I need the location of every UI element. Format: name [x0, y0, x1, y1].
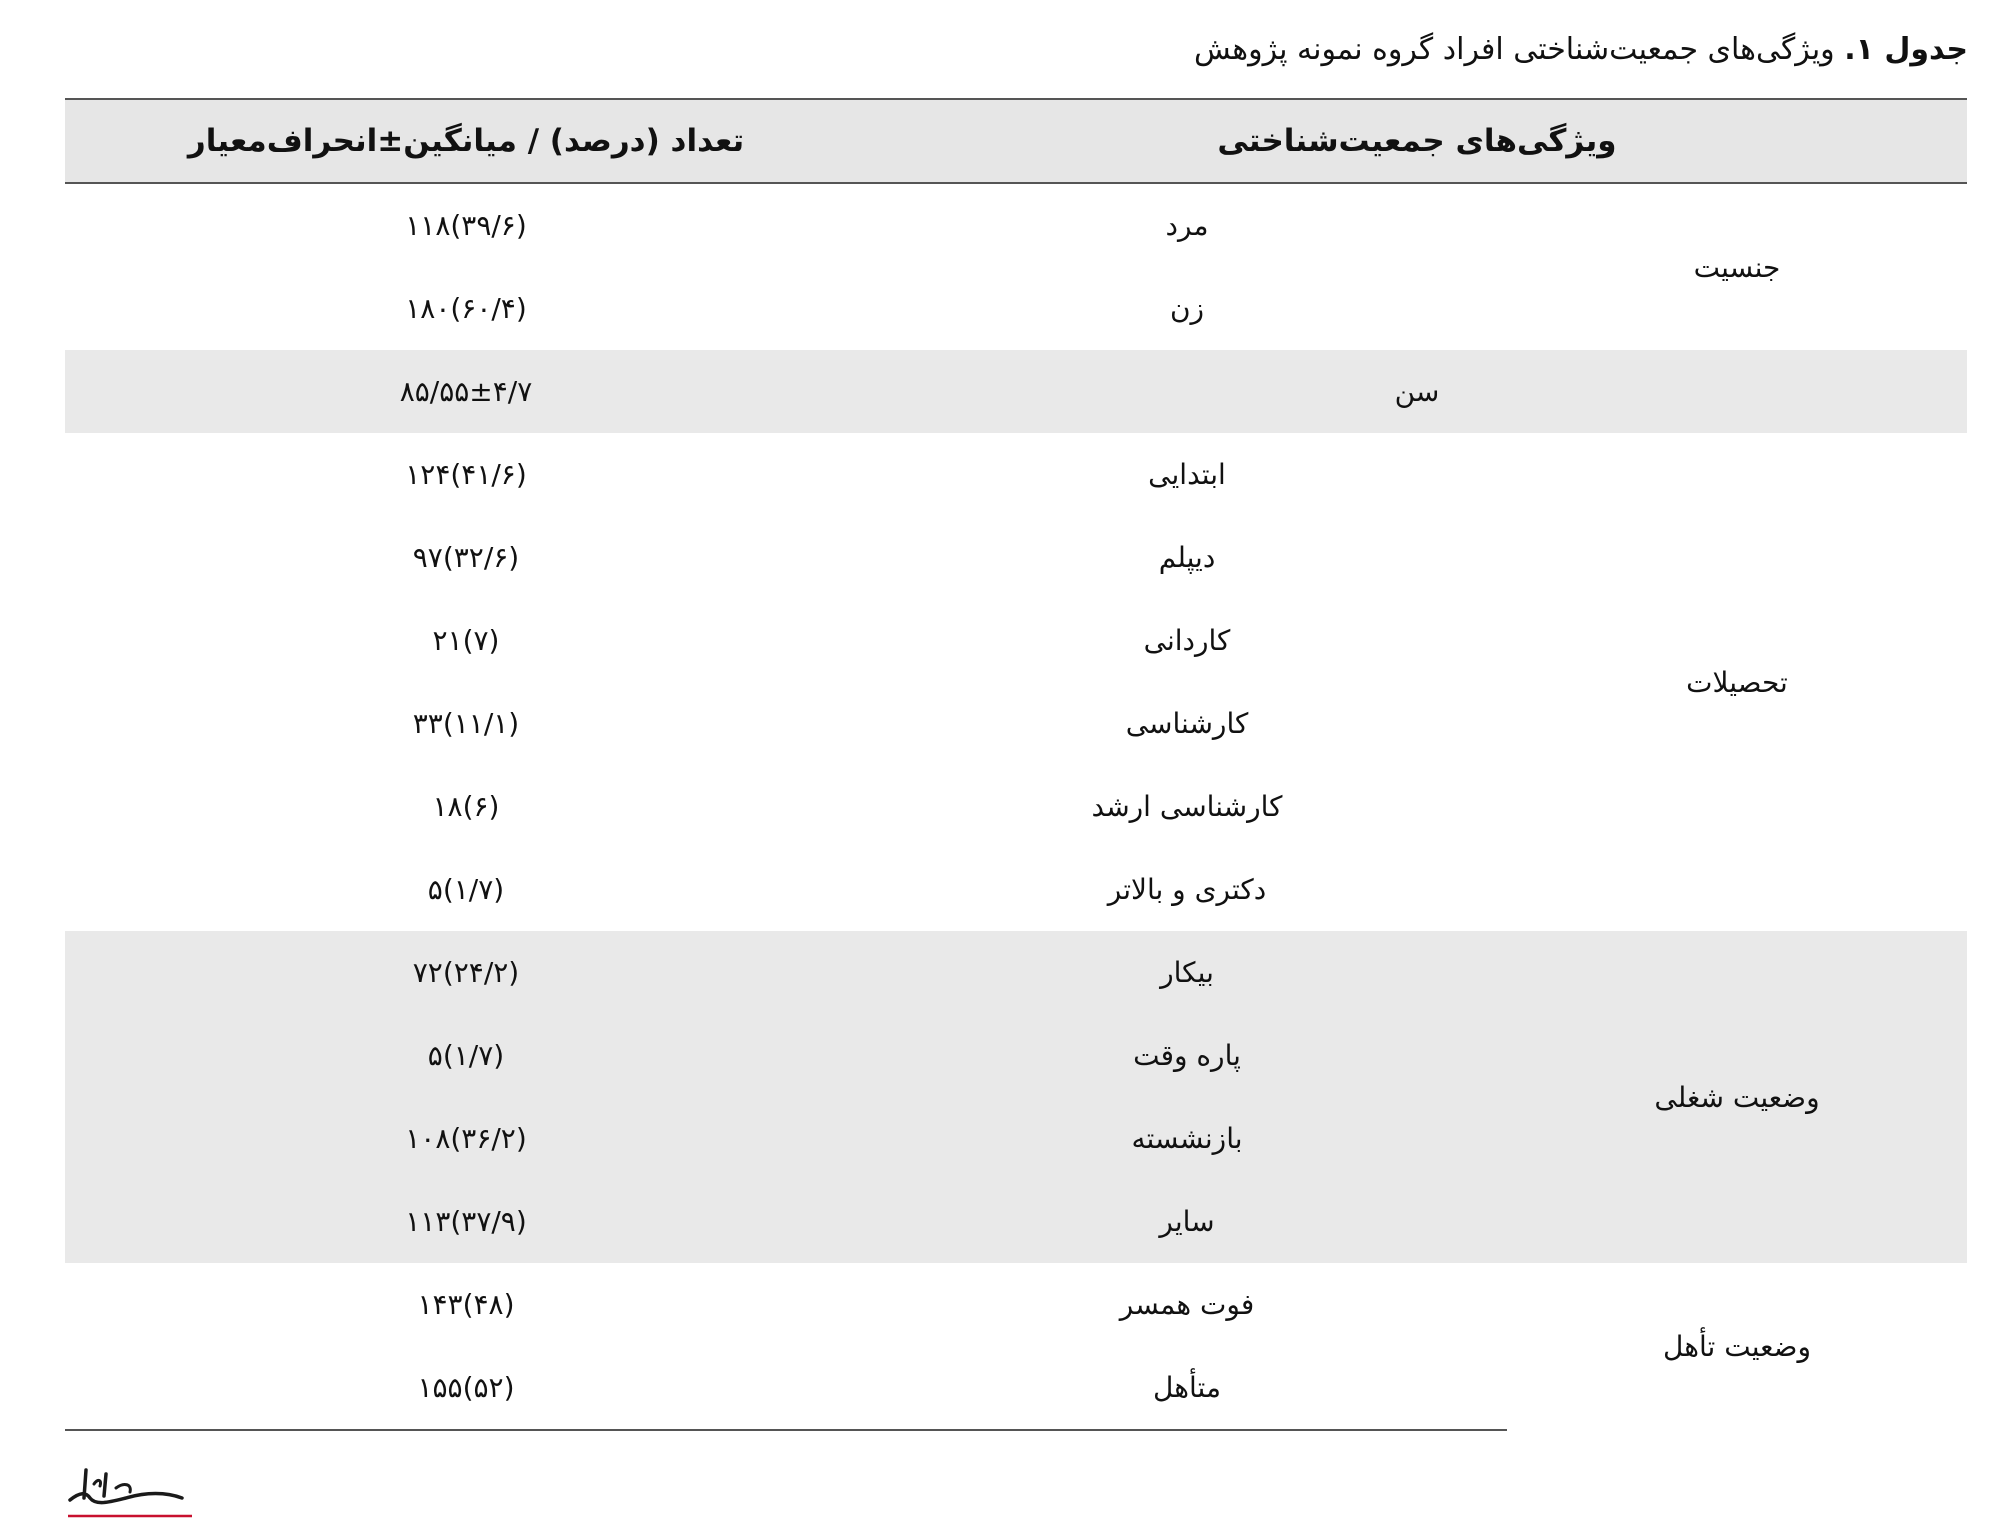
value-text: ۹۷(۳۲/۶)	[412, 541, 520, 574]
value-text: ۳۳(۱۱/۱)	[412, 707, 520, 740]
demographics-table	[65, 98, 1967, 1431]
subcategory-cell: کارشناسی	[1125, 707, 1249, 740]
category-cell: وضعیت شغلی	[1507, 931, 1967, 1263]
value-cell	[65, 1180, 867, 1263]
value-text: ۱۱۳(۳۷/۹)	[405, 1205, 527, 1238]
subcategory-cell: پاره وقت	[867, 1014, 1507, 1097]
value-cell	[65, 183, 867, 267]
value-text: ۷۲(۲۴/۲)	[412, 956, 520, 989]
subcategory-cell: دیپلم	[1158, 541, 1216, 574]
value-text: ۲۱(۷)	[432, 624, 500, 657]
subcategory-cell: کارشناسی ارشد	[1091, 790, 1283, 823]
subcategory-cell: فوت همسر	[1119, 1288, 1255, 1321]
value-cell	[65, 350, 867, 433]
value-text: ۱۵۵(۵۲)	[417, 1371, 515, 1404]
header-value: تعداد (درصد) / میانگین±انحراف‌معیار	[187, 123, 745, 159]
subcategory-cell: بیکار	[867, 931, 1507, 1014]
table-caption	[1194, 28, 1968, 72]
value-cell	[65, 433, 867, 516]
category-cell: وضعیت تأهل	[1663, 1330, 1811, 1363]
category-cell: تحصیلات	[1686, 665, 1788, 699]
value-cell	[65, 765, 867, 848]
subcategory-cell: دکتری و بالاتر	[1107, 873, 1267, 906]
caption-text: ویژگی‌های جمعیت‌شناختی افراد گروه نمونه پژوهش	[1194, 32, 1845, 67]
value-cell	[65, 267, 867, 350]
value-text: ۱۱۸(۳۹/۶)	[405, 209, 527, 242]
table-row	[65, 433, 1967, 516]
value-cell	[65, 1346, 867, 1430]
journal-logo-mark	[66, 1462, 196, 1522]
demographics-table-container	[65, 98, 1967, 1431]
subcategory-cell: مرد	[1165, 209, 1209, 242]
table-header-row	[65, 99, 1967, 183]
table-row	[65, 931, 1967, 1014]
value-cell	[65, 848, 867, 931]
value-text: ۸۵/۵۵±۴/۷	[399, 375, 533, 408]
value-cell	[65, 1014, 867, 1097]
subcategory-cell: سایر	[867, 1180, 1507, 1263]
table-row	[65, 1263, 1967, 1346]
subcategory-cell: زن	[1169, 292, 1205, 325]
subcategory-cell: بازنشسته	[867, 1097, 1507, 1180]
value-cell	[65, 682, 867, 765]
value-text: ۱۴۳(۴۸)	[417, 1288, 515, 1321]
category-cell: سن	[867, 350, 1967, 433]
value-cell	[65, 516, 867, 599]
table-row	[65, 350, 1967, 433]
table-row	[65, 183, 1967, 267]
value-cell	[65, 599, 867, 682]
journal-logo	[66, 1462, 196, 1522]
subcategory-cell: ابتدایی	[1148, 458, 1226, 491]
subcategory-cell: متأهل	[867, 1346, 1507, 1430]
value-text: ۵(۱/۷)	[427, 873, 505, 906]
value-text: ۱۲۴(۴۱/۶)	[405, 458, 527, 491]
value-text: ۵(۱/۷)	[427, 1039, 505, 1072]
value-cell	[65, 931, 867, 1014]
header-characteristic: ویژگی‌های جمعیت‌شناختی	[1217, 123, 1617, 159]
value-text: ۱۸(۶)	[432, 790, 500, 823]
value-cell	[65, 1097, 867, 1180]
subcategory-cell: کاردانی	[1143, 624, 1231, 657]
value-text: ۱۸۰(۶۰/۴)	[405, 292, 527, 325]
value-cell	[65, 1263, 867, 1346]
caption-label: جدول ۱.	[1844, 32, 1968, 67]
category-cell: جنسیت	[1693, 250, 1781, 284]
value-text: ۱۰۸(۳۶/۲)	[405, 1122, 527, 1155]
